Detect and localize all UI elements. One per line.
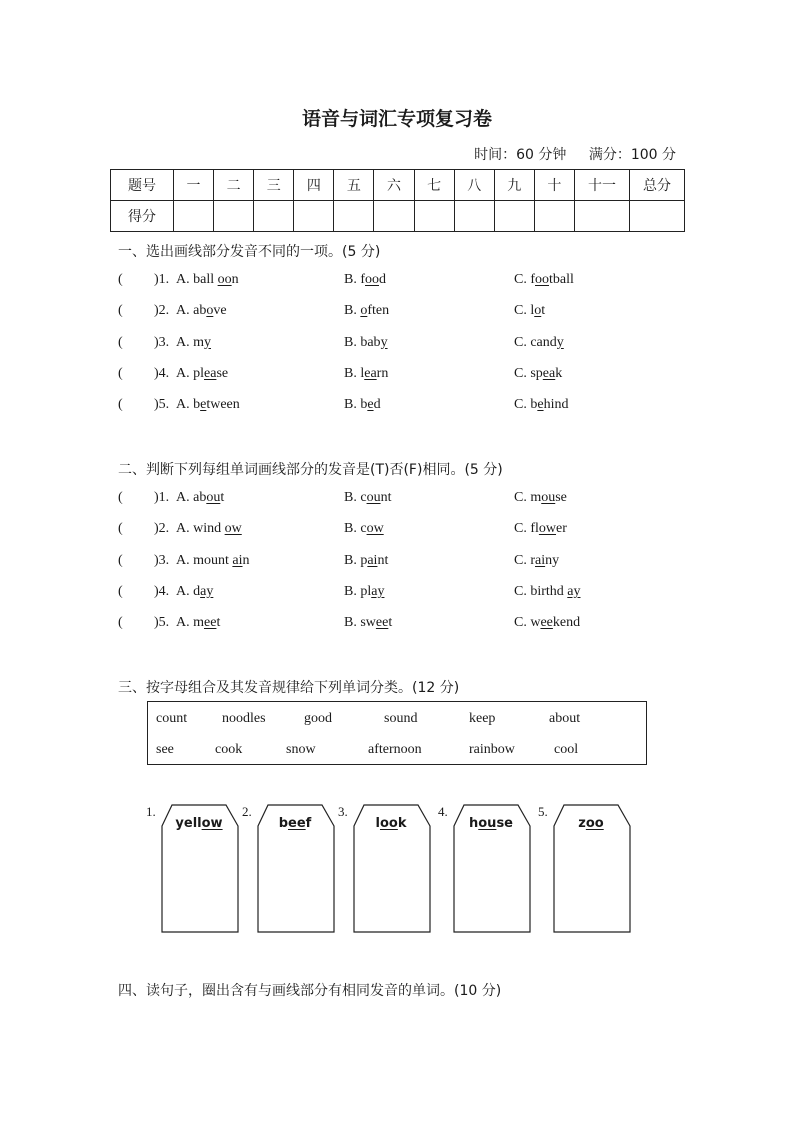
option-word-text: A. d [176, 583, 201, 599]
tag-word-part [175, 816, 222, 831]
header-label: 题号 [111, 170, 174, 201]
option-b [344, 490, 391, 506]
question-number: )4. [154, 583, 170, 599]
option-word-text: A. ab [176, 490, 207, 505]
option-word-text: C. m [514, 490, 542, 505]
option-word-underlined: e [537, 397, 544, 413]
option-a [176, 397, 240, 413]
word-bank-word: count [156, 711, 188, 726]
option-word [176, 553, 250, 568]
tag-word [352, 816, 430, 831]
option-word [514, 490, 567, 505]
option-word-underlined: o [534, 303, 542, 319]
tag-word-part-underlined: ou [478, 816, 497, 831]
option-word-underlined: ow [366, 521, 384, 537]
score-cell[interactable] [374, 201, 414, 232]
question-number: )2. [154, 521, 170, 537]
tag-number: 5. [538, 804, 548, 819]
option-b [344, 272, 386, 288]
option-word-text: A. mount [176, 552, 233, 568]
question-row [118, 553, 718, 573]
option-word-text: B. sw [344, 615, 376, 631]
option-word-text: ny [545, 552, 560, 568]
option-a [176, 584, 213, 600]
question-number: )3. [154, 552, 170, 568]
tag-word-part-text: l [375, 816, 380, 831]
tag-word [452, 816, 530, 831]
score-cell[interactable] [494, 201, 534, 232]
option-word-text: A. ball [176, 272, 218, 287]
time-limit: 时间：60 分钟 [474, 147, 567, 163]
option-b [344, 615, 392, 631]
tag-word-part-underlined: ee [288, 816, 306, 831]
option-word-text: A. pl [176, 365, 204, 381]
option-a [176, 521, 242, 537]
option-word [514, 397, 568, 412]
option-word-underlined: ee [540, 615, 553, 631]
option-word-underlined: e [200, 397, 207, 413]
full-score: 满分：100 分 [588, 147, 676, 163]
option-word-text: t [388, 615, 393, 631]
option-a [176, 335, 211, 351]
col-5: 五 [334, 170, 374, 201]
score-cell[interactable] [214, 201, 254, 232]
option-a [176, 615, 220, 631]
option-word-text: B. pl [344, 583, 372, 599]
col-4: 四 [294, 170, 334, 201]
question-row [118, 521, 718, 541]
option-word [344, 366, 388, 381]
col-6: 六 [374, 170, 414, 201]
option-word [176, 397, 240, 412]
section-2-heading: 二、判断下列每组单词画线部分的发音是(T)否(F)相同。(5 分) [118, 462, 503, 478]
option-c [514, 615, 580, 631]
answer-blank[interactable]: ( [118, 334, 123, 350]
word-bank-word: good [304, 711, 332, 726]
option-word-text: tween [206, 397, 240, 413]
col-2: 二 [214, 170, 254, 201]
option-word-underlined: o [360, 303, 368, 319]
score-cell[interactable] [414, 201, 454, 232]
option-c [514, 303, 545, 319]
option-word-underlined: ou [541, 490, 556, 505]
option-word-text: C. l [514, 303, 535, 319]
option-word [514, 303, 545, 318]
option-word-text: B. p [344, 552, 368, 568]
option-word [176, 366, 228, 381]
option-word-underlined: y [204, 334, 211, 350]
question-row [118, 584, 718, 604]
category-tag [538, 800, 638, 940]
tag-word-part [469, 816, 513, 831]
option-word-underlined: ai [535, 552, 546, 568]
option-word-underlined: ai [232, 552, 243, 568]
option-word-underlined: ea [204, 365, 217, 381]
option-word-text: B. f [344, 272, 365, 287]
col-11: 十一 [575, 170, 630, 201]
option-word-text: nt [377, 552, 389, 568]
option-word-text: C. w [514, 615, 541, 631]
option-word [176, 584, 213, 599]
option-word [514, 615, 580, 630]
option-word [344, 553, 388, 568]
option-word-text: d [379, 272, 386, 287]
page-title: 语音与词汇专项复习卷 [301, 108, 492, 130]
option-b [344, 397, 381, 413]
question-number: )2. [154, 303, 170, 319]
option-word-underlined: o [206, 303, 214, 319]
option-word [176, 521, 242, 536]
option-word-text: t [216, 615, 221, 631]
option-word-text: C. b [514, 397, 538, 413]
option-word-text: k [555, 365, 563, 381]
option-word-text: se [555, 490, 567, 505]
option-word-underlined: y [556, 334, 564, 350]
option-word [344, 615, 392, 630]
option-word-underlined: oo [365, 272, 379, 287]
option-word-underlined: ea [542, 365, 556, 381]
question-number: )4. [154, 365, 170, 381]
option-word-underlined: y [380, 334, 388, 350]
tag-word-part-text: f [305, 816, 312, 831]
category-tag [242, 800, 342, 940]
score-cell[interactable] [534, 201, 574, 232]
option-word-text: ften [367, 303, 390, 319]
option-a [176, 303, 227, 319]
option-word-text: B. l [344, 365, 365, 381]
tag-word-part-text: z [578, 816, 586, 831]
option-word-text: nt [380, 490, 392, 505]
option-a [176, 366, 228, 382]
score-table-score-row [111, 201, 685, 232]
option-word-text: C. fl [514, 521, 539, 537]
option-c [514, 521, 567, 537]
option-word-text: C. r [514, 552, 535, 568]
word-bank-word: keep [469, 711, 496, 726]
option-word-text: d [373, 397, 381, 413]
word-bank-word: see [156, 742, 174, 757]
word-bank-word: about [549, 711, 581, 726]
option-c [514, 490, 567, 506]
tag-word-part-text: yell [175, 816, 202, 831]
option-word [176, 272, 239, 287]
word-bank-word: snow [286, 742, 316, 757]
section-3-heading: 三、按字母组合及其发音规律给下列单词分类。(12 分) [118, 680, 460, 696]
tag-word-part-underlined: oo [379, 816, 398, 831]
option-c [514, 272, 574, 288]
option-word-text: ve [213, 303, 227, 319]
option-word [514, 553, 559, 568]
score-cell[interactable] [174, 201, 214, 232]
option-word-text: C. birthd [514, 583, 568, 599]
tag-number: 3. [338, 804, 348, 819]
option-word-text: n [231, 272, 239, 287]
option-word-underlined: ee [375, 615, 389, 631]
option-word-underlined: oo [535, 272, 549, 287]
option-word [514, 272, 574, 287]
question-number: )1. [154, 490, 170, 505]
answer-blank[interactable]: ( [118, 552, 123, 568]
question-row [118, 397, 718, 417]
option-word [514, 366, 562, 381]
col-8: 八 [454, 170, 494, 201]
option-word-text: B. c [344, 490, 367, 505]
answer-blank[interactable]: ( [118, 615, 123, 631]
option-word-underlined: ow [224, 521, 242, 537]
option-word-underlined: ou [366, 490, 381, 505]
option-word [514, 584, 581, 599]
question-number: )1. [154, 272, 170, 287]
tag-word-part [578, 816, 603, 831]
tag-number: 1. [146, 804, 156, 819]
option-word-text: se [216, 365, 229, 381]
tag-word-part-text: se [496, 816, 513, 831]
option-word-text: A. m [176, 615, 204, 631]
score-cell[interactable] [575, 201, 630, 232]
tag-word-part-underlined: ow [201, 816, 223, 831]
option-b [344, 303, 389, 319]
option-b [344, 553, 388, 569]
word-bank [147, 701, 647, 765]
option-c [514, 335, 564, 351]
option-c [514, 397, 568, 413]
section-1-heading: 一、选出画线部分发音不同的一项。(5 分) [118, 244, 381, 260]
option-word-text: B. bab [344, 334, 381, 350]
answer-blank[interactable]: ( [118, 272, 123, 287]
option-word [176, 303, 227, 318]
option-word-underlined: ay [567, 583, 581, 599]
option-word-text: A. m [176, 334, 204, 350]
word-bank-word: sound [384, 711, 418, 726]
option-c [514, 584, 581, 600]
option-b [344, 335, 388, 351]
col-7: 七 [414, 170, 454, 201]
option-c [514, 366, 562, 382]
tag-word-part [279, 816, 312, 831]
tag-word-part-text: b [278, 816, 288, 831]
score-cell[interactable] [294, 201, 334, 232]
option-word-underlined: e [367, 397, 374, 413]
option-a [176, 490, 224, 506]
col-9: 九 [494, 170, 534, 201]
option-word-text: A. ab [176, 303, 207, 319]
score-cell[interactable] [454, 201, 494, 232]
option-word-underlined: ay [200, 583, 214, 599]
row-label: 得分 [111, 201, 174, 232]
option-word-text: rn [376, 365, 389, 381]
col-total: 总分 [630, 170, 685, 201]
option-word-text: n [242, 552, 250, 568]
tag-word [552, 816, 630, 831]
answer-blank[interactable]: ( [118, 583, 123, 599]
option-a [176, 553, 250, 569]
question-row [118, 615, 718, 635]
option-word [344, 584, 384, 599]
option-word-text: C. cand [514, 334, 557, 350]
tag-word [256, 816, 334, 831]
option-b [344, 584, 384, 600]
option-word-underlined: ai [367, 552, 378, 568]
option-word-text: B. [344, 303, 361, 319]
score-cell[interactable] [334, 201, 374, 232]
answer-blank[interactable]: ( [118, 365, 123, 381]
option-word-text: B. b [344, 397, 368, 413]
option-word [176, 615, 220, 630]
option-word-text: B. c [344, 521, 367, 537]
answer-blank[interactable]: ( [118, 490, 123, 505]
question-number: )3. [154, 334, 170, 350]
option-word [344, 303, 389, 318]
option-word-text: tball [549, 272, 574, 287]
option-word-text: C. f [514, 272, 535, 287]
tag-number: 4. [438, 804, 448, 819]
question-row [118, 303, 718, 323]
tag-word-part-text: k [397, 816, 407, 831]
score-cell[interactable] [630, 201, 685, 232]
answer-blank[interactable]: ( [118, 521, 123, 537]
option-word-underlined: ea [364, 365, 377, 381]
score-cell[interactable] [254, 201, 294, 232]
option-b [344, 366, 388, 382]
word-bank-word: afternoon [368, 742, 422, 757]
option-word-text: kend [552, 615, 581, 631]
option-word-text: C. sp [514, 365, 543, 381]
option-word [344, 521, 384, 536]
category-tag [338, 800, 438, 940]
tag-word [160, 816, 238, 831]
option-word [344, 397, 381, 412]
question-row [118, 490, 718, 510]
option-b [344, 521, 384, 537]
option-word [344, 272, 386, 287]
option-word [176, 490, 224, 505]
option-word-underlined: oo [217, 272, 232, 287]
word-bank-word: cook [215, 742, 243, 757]
tag-word-part-underlined: oo [585, 816, 604, 831]
option-word-text: t [220, 490, 225, 505]
option-word [514, 521, 567, 536]
option-word-text: A. wind [176, 521, 225, 537]
section-4-heading: 四、读句子，圈出含有与画线部分有相同发音的单词。(10 分) [118, 983, 502, 999]
option-word-underlined: ay [371, 583, 385, 599]
question-row [118, 366, 718, 386]
question-row [118, 272, 718, 292]
question-number: )5. [154, 615, 170, 631]
category-tag [438, 800, 538, 940]
option-word [344, 490, 391, 505]
option-word-underlined: ow [538, 521, 557, 537]
option-word-text: A. b [176, 397, 201, 413]
option-word [344, 335, 388, 350]
option-c [514, 553, 559, 569]
option-word [514, 335, 564, 350]
tag-word-part-text: h [468, 816, 479, 831]
tag-word-part [376, 816, 407, 831]
question-number: )5. [154, 397, 170, 413]
option-word-text: t [541, 303, 546, 319]
col-3: 三 [254, 170, 294, 201]
score-table-header-row [111, 170, 685, 201]
option-word-underlined: ee [204, 615, 217, 631]
col-10: 十 [534, 170, 574, 201]
word-bank-word: cool [554, 742, 579, 757]
option-word-text: er [556, 521, 567, 537]
exam-meta [456, 144, 676, 164]
option-word [176, 335, 211, 350]
col-1: 一 [174, 170, 214, 201]
word-bank-word: noodles [222, 711, 266, 726]
answer-blank[interactable]: ( [118, 303, 123, 319]
tag-number: 2. [242, 804, 252, 819]
option-word-underlined: ou [206, 490, 221, 505]
category-tag [146, 800, 246, 940]
word-bank-word: rainbow [469, 742, 515, 757]
score-table [110, 169, 685, 232]
option-a [176, 272, 239, 288]
answer-blank[interactable]: ( [118, 397, 123, 413]
question-row [118, 335, 718, 355]
option-word-text: hind [543, 397, 569, 413]
